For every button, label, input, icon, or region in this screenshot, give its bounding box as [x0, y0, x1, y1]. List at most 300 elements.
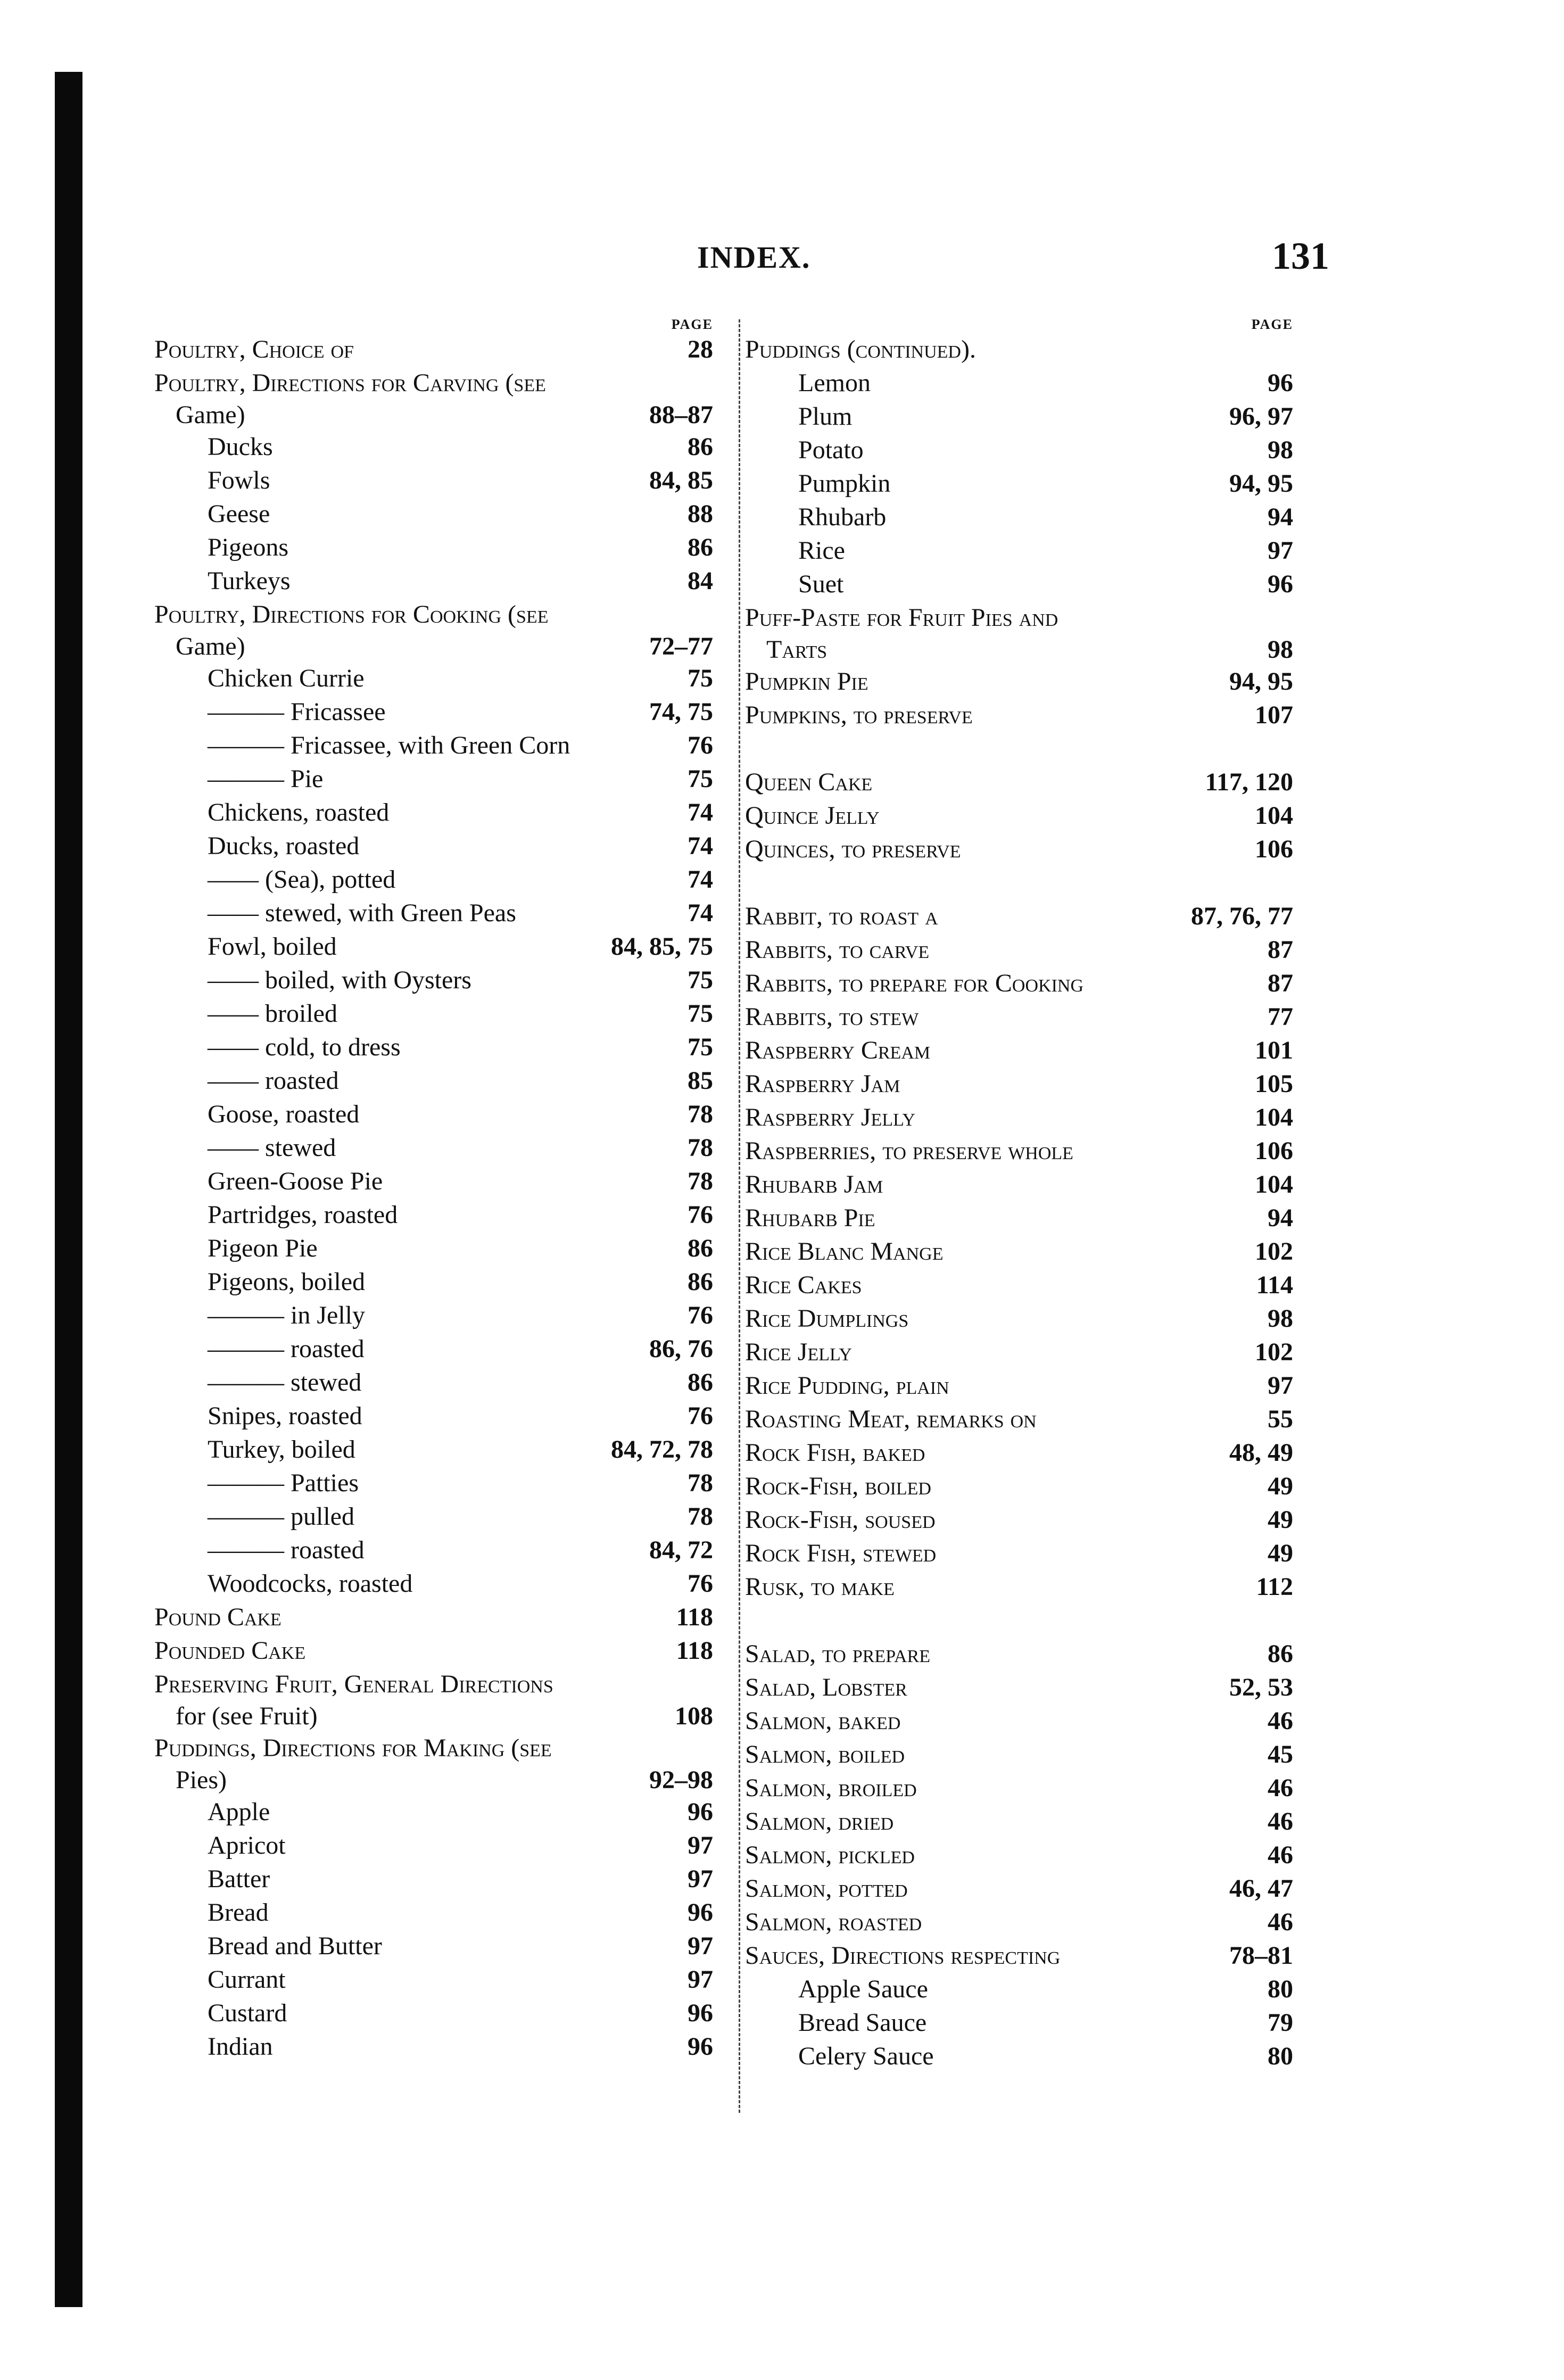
entry-page: 98: [1268, 1304, 1293, 1333]
entry-page: 74: [688, 832, 713, 860]
entry-page: 75: [688, 664, 713, 692]
index-entry: [154, 1500, 713, 1533]
entry-text: ——— roasted: [208, 1536, 365, 1564]
entry-text: Salad, to prepare: [745, 1640, 930, 1668]
entry-page: 78: [688, 1134, 713, 1162]
index-entry: [745, 1369, 1293, 1402]
entry-text: Pies): [176, 1766, 227, 1794]
entry-page: 106: [1255, 835, 1293, 863]
entry-text: ——— Pie: [208, 765, 324, 793]
index-entry: [745, 665, 1293, 698]
entry-page: 97: [688, 1831, 713, 1860]
entry-page: 106: [1255, 1137, 1293, 1165]
entry-page: 75: [688, 765, 713, 793]
entry-page: 49: [1268, 1506, 1293, 1534]
index-entry: [745, 1402, 1293, 1436]
index-entry: [154, 1862, 713, 1896]
entry-text: Salad, Lobster: [745, 1673, 907, 1701]
entry-text: —— cold, to dress: [208, 1033, 401, 1061]
entry-text: for (see Fruit): [176, 1702, 318, 1730]
entry-text: Rhubarb Jam: [745, 1170, 883, 1199]
index-entry: [154, 464, 713, 497]
entry-page: 46: [1268, 1807, 1293, 1836]
entry-page: 112: [1256, 1573, 1293, 1601]
entry-page: 78: [688, 1469, 713, 1497]
entry-page: 96: [1268, 369, 1293, 397]
entry-text: Rice Dumplings: [745, 1304, 909, 1333]
entry-page: 105: [1255, 1070, 1293, 1098]
entry-text: Bread Sauce: [798, 2009, 927, 2037]
entry-page: 45: [1268, 1740, 1293, 1769]
entry-text: Potato: [798, 436, 864, 464]
entry-text: Pounded Cake: [154, 1637, 306, 1665]
entry-text: Geese: [208, 500, 270, 528]
index-entry: [154, 1567, 713, 1600]
index-entry: [154, 1164, 713, 1198]
index-entry: [154, 695, 713, 729]
index-entry: [154, 1097, 713, 1131]
entry-text: Rice Cakes: [745, 1271, 862, 1299]
entry-page: 96: [688, 1898, 713, 1927]
index-entry: [745, 1268, 1293, 1302]
index-entry: [154, 2030, 713, 2063]
book-spine-edge: [55, 72, 82, 2307]
entry-page: 74: [688, 899, 713, 927]
entry-text: Chickens, roasted: [208, 798, 390, 827]
entry-page: 86: [688, 533, 713, 561]
entry-page: 74: [688, 865, 713, 894]
entry-page: 96: [688, 1798, 713, 1826]
entry-page: 77: [1268, 1003, 1293, 1031]
entry-page: 46, 47: [1229, 1874, 1293, 1903]
index-entry: [745, 601, 1293, 634]
entry-page: 86: [688, 1234, 713, 1262]
entry-text: Puff-Paste for Fruit Pies and: [745, 604, 1058, 632]
entry-page: 52, 53: [1229, 1673, 1293, 1701]
entry-text: Quince Jelly: [745, 801, 880, 830]
entry-text: ——— roasted: [208, 1335, 365, 1363]
entry-page: 55: [1268, 1405, 1293, 1433]
index-entry: [154, 1765, 713, 1795]
index-entry: [154, 1701, 713, 1731]
entry-text: Rhubarb Pie: [745, 1204, 875, 1232]
entry-text: Bread and Butter: [208, 1932, 382, 1960]
entry-page: 76: [688, 731, 713, 759]
entry-page: 49: [1268, 1472, 1293, 1500]
entry-page: 87: [1268, 936, 1293, 964]
index-entry: [154, 1731, 713, 1765]
index-entry: [745, 1738, 1293, 1771]
index-entry: [154, 1030, 713, 1064]
index-entry: [154, 430, 713, 464]
page-title: INDEX.: [697, 240, 811, 275]
entry-page: 108: [675, 1702, 713, 1730]
index-entry: [745, 799, 1293, 832]
entry-text: Pigeons: [208, 533, 289, 561]
entry-text: Rice Blanc Mange: [745, 1237, 944, 1266]
page-column-label: PAGE: [671, 317, 713, 332]
entry-text: ——— Fricassee: [208, 698, 386, 726]
entry-text: Preserving Fruit, General Directions: [154, 1670, 553, 1698]
index-entry: [745, 1134, 1293, 1168]
entry-page: 78: [688, 1502, 713, 1531]
entry-page: 76: [688, 1569, 713, 1598]
entry-text: Celery Sauce: [798, 2042, 934, 2070]
entry-page: 98: [1268, 436, 1293, 464]
entry-page: 84, 85: [649, 466, 713, 494]
index-entry: [154, 1600, 713, 1634]
entry-page: 96: [688, 1999, 713, 2027]
index-entry: [154, 631, 713, 662]
index-entry: [154, 1131, 713, 1164]
entry-page: 101: [1255, 1036, 1293, 1064]
index-entry: [745, 1905, 1293, 1939]
entry-text: —— stewed, with Green Peas: [208, 899, 516, 927]
entry-text: Goose, roasted: [208, 1100, 360, 1128]
index-entry: [745, 765, 1293, 799]
entry-text: Rice: [798, 536, 845, 565]
page-column-label: PAGE: [1251, 317, 1293, 332]
index-entry: [154, 564, 713, 598]
entry-text: Pigeon Pie: [208, 1234, 318, 1262]
entry-text: ——— Patties: [208, 1469, 359, 1497]
index-entry: [745, 634, 1293, 665]
index-entry: [745, 1235, 1293, 1268]
entry-text: Partridges, roasted: [208, 1201, 398, 1229]
entry-page: 80: [1268, 1975, 1293, 2003]
entry-text: Apple Sauce: [798, 1975, 928, 2003]
index-entry: [745, 2006, 1293, 2039]
index-entry-list-left: [154, 333, 713, 2063]
entry-page: 94, 95: [1229, 469, 1293, 498]
index-entry: [154, 1795, 713, 1829]
entry-page: 102: [1255, 1338, 1293, 1366]
entry-text: Rock Fish, stewed: [745, 1539, 937, 1567]
entry-text: Woodcocks, roasted: [208, 1569, 413, 1598]
entry-page: 98: [1268, 635, 1293, 664]
column-divider: [739, 319, 740, 2113]
entry-text: —— broiled: [208, 999, 337, 1028]
index-entry: [745, 1067, 1293, 1101]
entry-text: Salmon, boiled: [745, 1740, 905, 1769]
entry-text: ——— in Jelly: [208, 1301, 365, 1329]
entry-page: 80: [1268, 2042, 1293, 2070]
entry-text: Pigeons, boiled: [208, 1268, 365, 1296]
entry-page: 94: [1268, 1204, 1293, 1232]
index-entry: [745, 433, 1293, 467]
index-entry: [154, 1533, 713, 1567]
entry-page: 28: [688, 335, 713, 363]
section-gap: [745, 1604, 1293, 1637]
entry-text: Salmon, broiled: [745, 1774, 917, 1802]
entry-page: 46: [1268, 1774, 1293, 1802]
entry-text: Game): [176, 401, 245, 429]
entry-page: 74, 75: [649, 698, 713, 726]
entry-text: ——— stewed: [208, 1368, 362, 1396]
entry-page: 76: [688, 1201, 713, 1229]
index-entry: [154, 662, 713, 695]
entry-text: Turkey, boiled: [208, 1435, 355, 1464]
index-entry: [745, 1503, 1293, 1536]
page-column-header: [745, 317, 1293, 333]
index-entry: [154, 1366, 713, 1399]
index-entry: [154, 400, 713, 430]
index-entry: [745, 1771, 1293, 1805]
index-entry: [745, 1671, 1293, 1704]
entry-page: 75: [688, 999, 713, 1028]
entry-text: Ducks, roasted: [208, 832, 360, 860]
entry-text: Poultry, Directions for Cooking (see: [154, 600, 549, 629]
entry-page: 86: [688, 1268, 713, 1296]
entry-text: Currant: [208, 1965, 286, 1994]
index-entry: [745, 1972, 1293, 2006]
entry-text: Fowls: [208, 466, 270, 494]
index-entry: [154, 366, 713, 400]
entry-text: Quinces, to preserve: [745, 835, 961, 863]
entry-text: Plum: [798, 402, 853, 431]
index-entry: [154, 1667, 713, 1701]
entry-text: Fowl, boiled: [208, 932, 337, 961]
index-entry: [154, 1332, 713, 1366]
index-entry: [745, 1034, 1293, 1067]
entry-page: 97: [688, 1965, 713, 1994]
entry-text: ——— pulled: [208, 1502, 354, 1531]
entry-page: 84, 72: [649, 1536, 713, 1564]
entry-text: —— boiled, with Oysters: [208, 966, 471, 994]
entry-page: 84, 85, 75: [611, 932, 713, 961]
index-entry: [154, 863, 713, 896]
index-entry: [745, 534, 1293, 567]
index-entry: [745, 333, 1293, 366]
entry-page: 76: [688, 1301, 713, 1329]
index-entry: [154, 333, 713, 366]
entry-page: 49: [1268, 1539, 1293, 1567]
entry-page: 104: [1255, 1170, 1293, 1199]
index-entry: [154, 930, 713, 963]
index-entry: [745, 400, 1293, 433]
entry-page: 114: [1256, 1271, 1293, 1299]
entry-text: Raspberry Jam: [745, 1070, 900, 1098]
entry-text: Game): [176, 632, 245, 660]
entry-page: 88–87: [649, 401, 713, 429]
entry-text: Batter: [208, 1865, 270, 1893]
entry-text: Apricot: [208, 1831, 286, 1860]
index-entry: [745, 1536, 1293, 1570]
entry-text: Turkeys: [208, 567, 291, 595]
entry-text: Pumpkins, to preserve: [745, 701, 973, 729]
entry-page: 97: [688, 1932, 713, 1960]
entry-page: 97: [1268, 1371, 1293, 1400]
entry-page: 78–81: [1229, 1941, 1293, 1970]
entry-text: Poultry, Directions for Carving (see: [154, 369, 546, 397]
index-entry: [154, 963, 713, 997]
index-entry: [745, 1000, 1293, 1034]
index-entry: [745, 899, 1293, 933]
index-entry: [745, 1570, 1293, 1604]
entry-page: 46: [1268, 1707, 1293, 1735]
entry-page: 97: [688, 1865, 713, 1893]
index-entry: [154, 1466, 713, 1500]
index-entry: [154, 1399, 713, 1433]
entry-page: 118: [676, 1637, 713, 1665]
entry-page: 96: [1268, 570, 1293, 598]
entry-page: 86: [688, 1368, 713, 1396]
entry-page: 75: [688, 966, 713, 994]
index-entry: [745, 1838, 1293, 1872]
index-entry: [154, 896, 713, 930]
entry-text: Salmon, baked: [745, 1707, 901, 1735]
entry-text: Roasting Meat, remarks on: [745, 1405, 1037, 1433]
entry-text: Bread: [208, 1898, 269, 1927]
index-entry: [154, 796, 713, 829]
entry-page: 92–98: [649, 1766, 713, 1794]
entry-text: Snipes, roasted: [208, 1402, 362, 1430]
entry-page: 74: [688, 798, 713, 827]
index-entry: [745, 698, 1293, 732]
entry-page: 84, 72, 78: [611, 1435, 713, 1464]
entry-text: Rabbits, to carve: [745, 936, 930, 964]
index-entry: [154, 598, 713, 631]
entry-text: Indian: [208, 2032, 273, 2061]
index-entry: [745, 467, 1293, 500]
entry-page: 94, 95: [1229, 667, 1293, 696]
index-entry: [154, 1232, 713, 1265]
entry-page: 96: [688, 2032, 713, 2061]
entry-text: Puddings, Directions for Making (see: [154, 1734, 552, 1762]
entry-text: Rabbit, to roast a: [745, 902, 938, 930]
entry-page: 75: [688, 1033, 713, 1061]
right-column: [745, 317, 1293, 2073]
index-entry: [745, 933, 1293, 966]
entry-text: —— (Sea), potted: [208, 865, 396, 894]
entry-page: 46: [1268, 1841, 1293, 1869]
index-entry: [745, 2039, 1293, 2073]
entry-text: Rock Fish, baked: [745, 1439, 925, 1467]
index-entry: [154, 1829, 713, 1862]
entry-text: Salmon, potted: [745, 1874, 908, 1903]
entry-page: 72–77: [649, 632, 713, 660]
entry-text: Custard: [208, 1999, 287, 2027]
index-entry: [154, 1265, 713, 1299]
entry-text: Puddings (continued).: [745, 335, 976, 363]
entry-text: Salmon, roasted: [745, 1908, 922, 1936]
entry-text: Rabbits, to stew: [745, 1003, 919, 1031]
entry-text: Pumpkin Pie: [745, 667, 868, 696]
entry-page: 107: [1255, 701, 1293, 729]
index-entry: [745, 1168, 1293, 1201]
entry-page: 96, 97: [1229, 402, 1293, 431]
page-number: 131: [1272, 235, 1329, 277]
entry-page: 118: [676, 1603, 713, 1631]
index-entry: [154, 497, 713, 531]
entry-page: 102: [1255, 1237, 1293, 1266]
section-gap: [745, 732, 1293, 765]
index-entry: [745, 832, 1293, 866]
index-entry: [154, 1299, 713, 1332]
entry-page: 104: [1255, 1103, 1293, 1131]
entry-page: 86: [1268, 1640, 1293, 1668]
index-entry: [745, 1469, 1293, 1503]
index-entry: [745, 1302, 1293, 1335]
entry-page: 86, 76: [649, 1335, 713, 1363]
index-entry: [745, 1704, 1293, 1738]
entry-page: 87: [1268, 969, 1293, 997]
entry-text: Pound Cake: [154, 1603, 282, 1631]
index-entry: [154, 762, 713, 796]
index-entry: [154, 729, 713, 762]
index-entry: [745, 1436, 1293, 1469]
entry-text: —— stewed: [208, 1134, 336, 1162]
entry-text: Chicken Currie: [208, 664, 365, 692]
entry-page: 78: [688, 1100, 713, 1128]
page-column-header: [154, 317, 713, 333]
index-entry: [154, 1996, 713, 2030]
entry-page: 76: [688, 1402, 713, 1430]
entry-page: 84: [688, 567, 713, 595]
index-entry: [154, 829, 713, 863]
entry-text: Salmon, pickled: [745, 1841, 915, 1869]
index-entry: [745, 1637, 1293, 1671]
entry-page: 86: [688, 433, 713, 461]
entry-page: 79: [1268, 2009, 1293, 2037]
index-entry: [154, 531, 713, 564]
entry-text: Queen Cake: [745, 768, 873, 796]
index-entry: [154, 1064, 713, 1097]
entry-page: 78: [688, 1167, 713, 1195]
entry-text: —— roasted: [208, 1067, 339, 1095]
index-entry: [745, 1872, 1293, 1905]
index-entry-list-right: [745, 333, 1293, 2073]
entry-text: Rusk, to make: [745, 1573, 895, 1601]
entry-text: Rice Pudding, plain: [745, 1371, 949, 1400]
entry-text: Sauces, Directions respecting: [745, 1941, 1061, 1970]
entry-page: 88: [688, 500, 713, 528]
index-entry: [745, 1201, 1293, 1235]
entry-page: 97: [1268, 536, 1293, 565]
index-entry: [154, 1929, 713, 1963]
index-entry: [745, 1939, 1293, 1972]
entry-text: Rock-Fish, soused: [745, 1506, 936, 1534]
index-entry: [745, 1805, 1293, 1838]
entry-text: Raspberry Jelly: [745, 1103, 916, 1131]
entry-page: 85: [688, 1067, 713, 1095]
entry-text: Apple: [208, 1798, 270, 1826]
entry-page: 48, 49: [1229, 1439, 1293, 1467]
entry-text: Ducks: [208, 433, 273, 461]
index-entry: [745, 1101, 1293, 1134]
entry-text: Raspberry Cream: [745, 1036, 931, 1064]
entry-text: Rhubarb: [798, 503, 887, 531]
entry-page: 87, 76, 77: [1191, 902, 1293, 930]
entry-text: Rock-Fish, boiled: [745, 1472, 931, 1500]
entry-text: Rice Jelly: [745, 1338, 852, 1366]
entry-text: Tarts: [766, 635, 827, 664]
index-entry: [154, 1896, 713, 1929]
index-entry: [154, 1433, 713, 1466]
index-entry: [745, 500, 1293, 534]
entry-text: ——— Fricassee, with Green Corn: [208, 731, 570, 759]
index-entry: [745, 966, 1293, 1000]
index-entry: [154, 1634, 713, 1667]
section-gap: [745, 866, 1293, 899]
entry-page: 104: [1255, 801, 1293, 830]
entry-text: Suet: [798, 570, 844, 598]
left-column: [154, 317, 713, 2063]
index-entry: [745, 366, 1293, 400]
entry-text: Salmon, dried: [745, 1807, 894, 1836]
index-entry: [154, 1198, 713, 1232]
entry-text: Raspberries, to preserve whole: [745, 1137, 1073, 1165]
